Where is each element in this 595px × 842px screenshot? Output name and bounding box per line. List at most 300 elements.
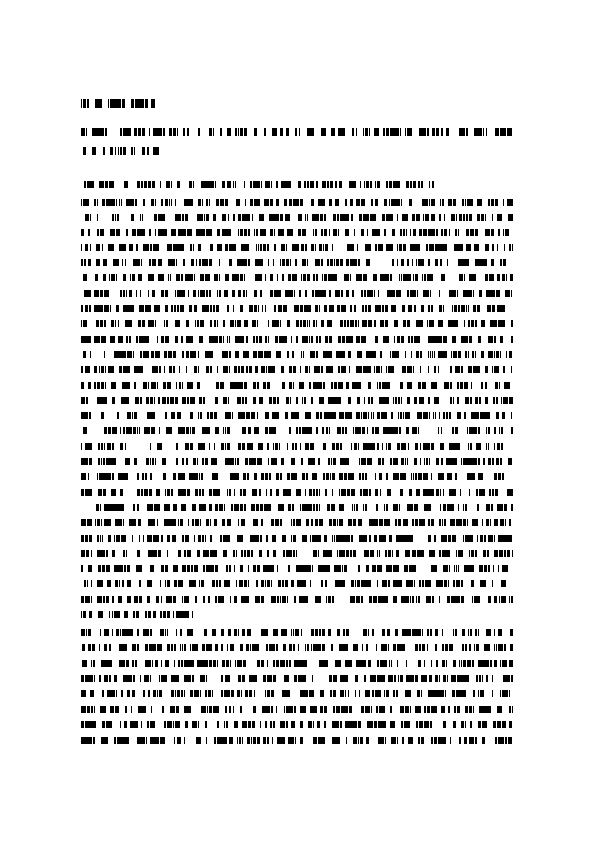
text-glyph — [150, 181, 151, 188]
text-glyph — [373, 427, 374, 434]
text-glyph — [391, 706, 392, 713]
text-glyph — [484, 737, 485, 744]
text-glyph — [231, 259, 232, 266]
text-glyph — [104, 351, 105, 358]
text-glyph — [267, 550, 269, 557]
text-glyph — [442, 706, 445, 713]
text-glyph — [422, 644, 425, 651]
text-glyph — [488, 458, 491, 465]
text-glyph — [489, 706, 491, 713]
text-glyph — [218, 229, 220, 236]
text-glyph — [183, 244, 184, 251]
paragraph-line — [81, 320, 513, 327]
text-glyph — [498, 229, 500, 236]
text-glyph — [375, 244, 377, 251]
text-glyph — [505, 565, 508, 572]
text-glyph — [412, 259, 413, 266]
text-glyph — [384, 690, 385, 697]
text-glyph — [267, 244, 269, 251]
paragraph-line — [81, 675, 513, 682]
text-glyph — [167, 397, 169, 404]
text-glyph — [375, 181, 376, 188]
text-glyph — [127, 565, 130, 572]
text-glyph — [433, 229, 435, 236]
text-glyph — [343, 629, 345, 636]
text-glyph — [219, 259, 220, 266]
text-glyph — [370, 489, 371, 496]
text-glyph — [465, 706, 468, 713]
text-glyph — [135, 229, 136, 236]
text-glyph — [286, 199, 287, 206]
text-glyph — [483, 128, 484, 136]
text-glyph — [488, 427, 490, 434]
text-glyph — [325, 274, 327, 281]
text-glyph — [402, 737, 404, 744]
text-glyph — [469, 644, 471, 651]
text-glyph — [173, 611, 174, 618]
text-glyph — [111, 244, 114, 251]
text-glyph — [418, 382, 421, 389]
text-glyph — [351, 706, 352, 713]
text-glyph — [492, 580, 493, 587]
text-glyph — [163, 611, 166, 618]
text-glyph — [331, 259, 333, 266]
text-glyph — [216, 336, 218, 343]
text-glyph — [153, 259, 156, 266]
text-glyph — [417, 336, 420, 343]
text-glyph — [436, 128, 439, 136]
text-glyph — [433, 412, 434, 419]
text-glyph — [454, 336, 456, 343]
text-glyph — [316, 427, 318, 434]
text-glyph — [137, 181, 140, 188]
text-glyph — [85, 351, 86, 358]
text-glyph — [361, 596, 363, 603]
text-glyph — [145, 382, 147, 389]
text-glyph — [150, 473, 152, 480]
text-glyph — [246, 290, 247, 297]
text-glyph — [184, 427, 185, 434]
paragraph-line — [81, 290, 513, 297]
text-glyph — [460, 489, 461, 496]
text-glyph — [144, 690, 145, 697]
text-glyph — [504, 244, 505, 251]
text-glyph — [202, 535, 204, 542]
text-glyph — [198, 519, 199, 526]
text-glyph — [283, 660, 285, 667]
text-glyph — [420, 366, 421, 373]
text-glyph — [388, 580, 390, 587]
text-glyph — [267, 737, 269, 744]
text-glyph — [298, 199, 299, 206]
text-glyph — [266, 336, 267, 343]
text-glyph — [126, 550, 127, 557]
text-glyph — [144, 181, 147, 188]
text-glyph — [365, 535, 367, 542]
text-glyph — [298, 320, 299, 327]
text-glyph — [354, 181, 356, 188]
text-glyph — [321, 706, 323, 713]
text-glyph — [305, 644, 306, 651]
text-glyph — [114, 274, 115, 281]
text-glyph — [469, 706, 472, 713]
text-glyph — [197, 690, 199, 697]
text-glyph — [347, 274, 349, 281]
text-glyph — [348, 458, 349, 465]
text-glyph — [323, 290, 326, 297]
text-glyph — [109, 580, 111, 587]
text-glyph — [257, 382, 259, 389]
text-glyph — [375, 199, 378, 206]
text-glyph — [257, 412, 258, 419]
text-glyph — [265, 690, 266, 697]
text-glyph — [307, 336, 308, 343]
text-glyph — [415, 565, 416, 572]
text-glyph — [188, 320, 189, 327]
text-glyph — [504, 128, 506, 136]
text-glyph — [121, 504, 124, 511]
text-glyph — [384, 535, 386, 542]
text-glyph — [112, 706, 114, 713]
text-glyph — [246, 128, 247, 136]
text-glyph — [231, 504, 233, 511]
text-glyph — [274, 721, 275, 728]
text-glyph — [418, 660, 421, 667]
text-glyph — [155, 229, 156, 236]
text-glyph — [287, 473, 290, 480]
text-glyph — [511, 397, 513, 404]
text-glyph — [292, 443, 294, 450]
text-glyph — [106, 596, 109, 603]
text-glyph — [147, 596, 150, 603]
text-glyph — [252, 721, 255, 728]
text-glyph — [89, 336, 91, 343]
text-glyph — [332, 489, 333, 496]
text-glyph — [408, 181, 409, 188]
text-glyph — [116, 690, 117, 697]
text-glyph — [198, 351, 199, 358]
text-glyph — [354, 489, 355, 496]
text-glyph — [447, 259, 448, 266]
text-glyph — [128, 382, 130, 389]
text-glyph — [442, 443, 444, 450]
text-glyph — [267, 443, 269, 450]
text-glyph — [155, 550, 157, 557]
text-glyph — [490, 305, 491, 312]
text-glyph — [128, 397, 129, 404]
text-glyph — [94, 147, 96, 155]
text-glyph — [413, 290, 416, 297]
text-glyph — [83, 611, 86, 618]
text-glyph — [468, 320, 470, 327]
paragraph-line — [81, 690, 513, 697]
text-glyph — [398, 473, 399, 480]
text-glyph — [139, 550, 140, 557]
text-glyph — [381, 320, 384, 327]
text-glyph — [429, 675, 432, 682]
text-glyph — [458, 305, 460, 312]
text-glyph — [83, 473, 86, 480]
text-glyph — [343, 489, 346, 496]
text-glyph — [155, 458, 156, 465]
text-glyph — [325, 336, 328, 343]
text-glyph — [285, 535, 286, 542]
text-glyph — [378, 443, 379, 450]
text-glyph — [391, 660, 392, 667]
text-glyph — [161, 199, 163, 206]
text-glyph — [169, 721, 172, 728]
text-glyph — [375, 351, 376, 358]
text-glyph — [261, 596, 264, 603]
text-glyph — [108, 519, 111, 526]
text-glyph — [241, 489, 242, 496]
text-glyph — [201, 274, 204, 281]
text-glyph — [370, 366, 371, 373]
text-glyph — [412, 580, 413, 587]
text-glyph — [377, 660, 379, 667]
text-glyph — [360, 519, 362, 526]
text-glyph — [469, 550, 470, 557]
text-glyph — [278, 660, 279, 667]
text-glyph — [236, 721, 238, 728]
text-glyph — [102, 565, 105, 572]
text-glyph — [432, 244, 434, 251]
text-glyph — [134, 675, 135, 682]
subheading-line — [81, 128, 513, 136]
text-glyph — [415, 550, 416, 557]
text-glyph — [390, 351, 391, 358]
text-glyph — [322, 397, 324, 404]
text-glyph — [465, 199, 466, 206]
text-glyph — [258, 244, 259, 251]
text-glyph — [275, 336, 278, 343]
text-glyph — [503, 305, 505, 312]
text-glyph — [242, 336, 244, 343]
text-glyph — [465, 644, 467, 651]
text-glyph — [124, 550, 125, 557]
text-glyph — [228, 443, 230, 450]
text-glyph — [183, 229, 186, 236]
text-glyph — [161, 290, 164, 297]
text-glyph — [237, 458, 239, 465]
text-glyph — [436, 660, 438, 667]
text-glyph — [494, 660, 497, 667]
text-glyph — [454, 706, 456, 713]
text-glyph — [139, 580, 141, 587]
text-glyph — [467, 675, 469, 682]
text-glyph — [184, 690, 185, 697]
text-glyph — [427, 644, 428, 651]
text-glyph — [393, 644, 396, 651]
text-glyph — [416, 259, 417, 266]
text-glyph — [161, 596, 162, 603]
text-glyph — [461, 274, 463, 281]
text-glyph — [229, 580, 230, 587]
text-glyph — [235, 128, 237, 136]
text-glyph — [396, 504, 398, 511]
text-glyph — [300, 721, 303, 728]
text-glyph — [497, 244, 498, 251]
text-glyph — [415, 274, 418, 281]
text-glyph — [359, 214, 362, 221]
text-glyph — [268, 336, 269, 343]
text-glyph — [481, 214, 484, 221]
text-glyph — [488, 199, 490, 206]
text-glyph — [321, 366, 323, 373]
text-glyph — [159, 259, 162, 266]
text-glyph — [488, 660, 489, 667]
text-glyph — [337, 199, 339, 206]
text-glyph — [350, 336, 353, 343]
text-glyph — [313, 199, 314, 206]
text-glyph — [195, 320, 196, 327]
text-glyph — [439, 290, 440, 297]
text-glyph — [293, 629, 294, 636]
text-glyph — [313, 274, 315, 281]
text-glyph — [266, 644, 268, 651]
text-glyph — [169, 427, 172, 434]
text-glyph — [244, 580, 247, 587]
text-glyph — [333, 443, 335, 450]
text-glyph — [328, 458, 330, 465]
text-glyph — [185, 214, 188, 221]
text-glyph — [186, 366, 187, 373]
text-glyph — [471, 580, 474, 587]
text-glyph — [249, 690, 252, 697]
text-glyph — [387, 274, 389, 281]
text-glyph — [213, 305, 215, 312]
text-glyph — [424, 274, 426, 281]
text-glyph — [112, 336, 115, 343]
text-glyph — [414, 580, 415, 587]
text-glyph — [351, 244, 354, 251]
text-glyph — [138, 397, 139, 404]
text-glyph — [84, 128, 85, 136]
text-glyph — [352, 290, 354, 297]
text-glyph — [427, 128, 429, 136]
text-glyph — [432, 550, 435, 557]
text-glyph — [269, 382, 270, 389]
text-glyph — [445, 565, 448, 572]
text-glyph — [466, 305, 467, 312]
text-glyph — [159, 366, 161, 373]
text-glyph — [192, 199, 193, 206]
text-glyph — [88, 366, 90, 373]
text-glyph — [190, 427, 191, 434]
text-glyph — [512, 550, 513, 557]
text-glyph — [84, 660, 87, 667]
text-glyph — [112, 229, 115, 236]
text-glyph — [504, 580, 506, 587]
text-glyph — [368, 382, 371, 389]
text-glyph — [203, 675, 205, 682]
text-glyph — [486, 443, 487, 450]
text-glyph — [237, 504, 239, 511]
text-glyph — [346, 737, 347, 744]
text-glyph — [203, 397, 205, 404]
text-glyph — [142, 128, 145, 136]
text-glyph — [177, 458, 178, 465]
text-glyph — [439, 675, 440, 682]
text-glyph — [305, 214, 306, 221]
text-glyph — [488, 443, 489, 450]
text-glyph — [468, 660, 471, 667]
text-glyph — [120, 290, 122, 297]
text-glyph — [208, 305, 209, 312]
text-glyph — [311, 519, 313, 526]
text-glyph — [358, 336, 360, 343]
text-glyph — [256, 351, 257, 358]
text-glyph — [201, 473, 203, 480]
text-glyph — [216, 305, 219, 312]
text-glyph — [299, 489, 301, 496]
text-glyph — [501, 706, 502, 713]
text-glyph — [412, 519, 414, 526]
text-glyph — [394, 305, 396, 312]
text-glyph — [270, 229, 273, 236]
text-glyph — [81, 721, 84, 728]
text-glyph — [434, 351, 435, 358]
text-glyph — [374, 290, 375, 297]
text-glyph — [238, 274, 239, 281]
text-glyph — [397, 660, 398, 667]
text-glyph — [248, 229, 250, 236]
text-glyph — [261, 519, 263, 526]
text-glyph — [245, 690, 248, 697]
text-glyph — [170, 382, 171, 389]
text-glyph — [164, 721, 166, 728]
text-glyph — [176, 629, 177, 636]
text-glyph — [485, 214, 486, 221]
text-glyph — [177, 274, 180, 281]
text-glyph — [244, 550, 246, 557]
text-glyph — [113, 550, 115, 557]
text-glyph — [222, 199, 224, 206]
text-glyph — [214, 443, 215, 450]
text-glyph — [320, 412, 322, 419]
text-glyph — [358, 259, 360, 266]
text-glyph — [432, 181, 434, 188]
text-glyph — [139, 596, 142, 603]
text-glyph — [263, 737, 266, 744]
text-glyph — [384, 660, 387, 667]
text-glyph — [503, 259, 506, 266]
paragraph-line — [81, 382, 513, 389]
text-glyph — [459, 580, 460, 587]
text-glyph — [185, 565, 186, 572]
text-glyph — [368, 305, 371, 312]
text-glyph — [386, 504, 388, 511]
text-glyph — [288, 181, 291, 188]
text-glyph — [316, 737, 317, 744]
text-glyph — [177, 443, 178, 450]
text-glyph — [479, 397, 481, 404]
text-glyph — [178, 214, 181, 221]
text-glyph — [273, 550, 276, 557]
text-glyph — [256, 580, 258, 587]
text-glyph — [322, 427, 324, 434]
text-glyph — [103, 458, 105, 465]
text-glyph — [316, 412, 319, 419]
text-glyph — [243, 473, 246, 480]
text-glyph — [481, 351, 484, 358]
text-glyph — [138, 128, 141, 136]
text-glyph — [130, 412, 131, 419]
text-glyph — [452, 305, 453, 312]
text-glyph — [248, 427, 251, 434]
text-glyph — [203, 458, 204, 465]
text-glyph — [346, 229, 349, 236]
